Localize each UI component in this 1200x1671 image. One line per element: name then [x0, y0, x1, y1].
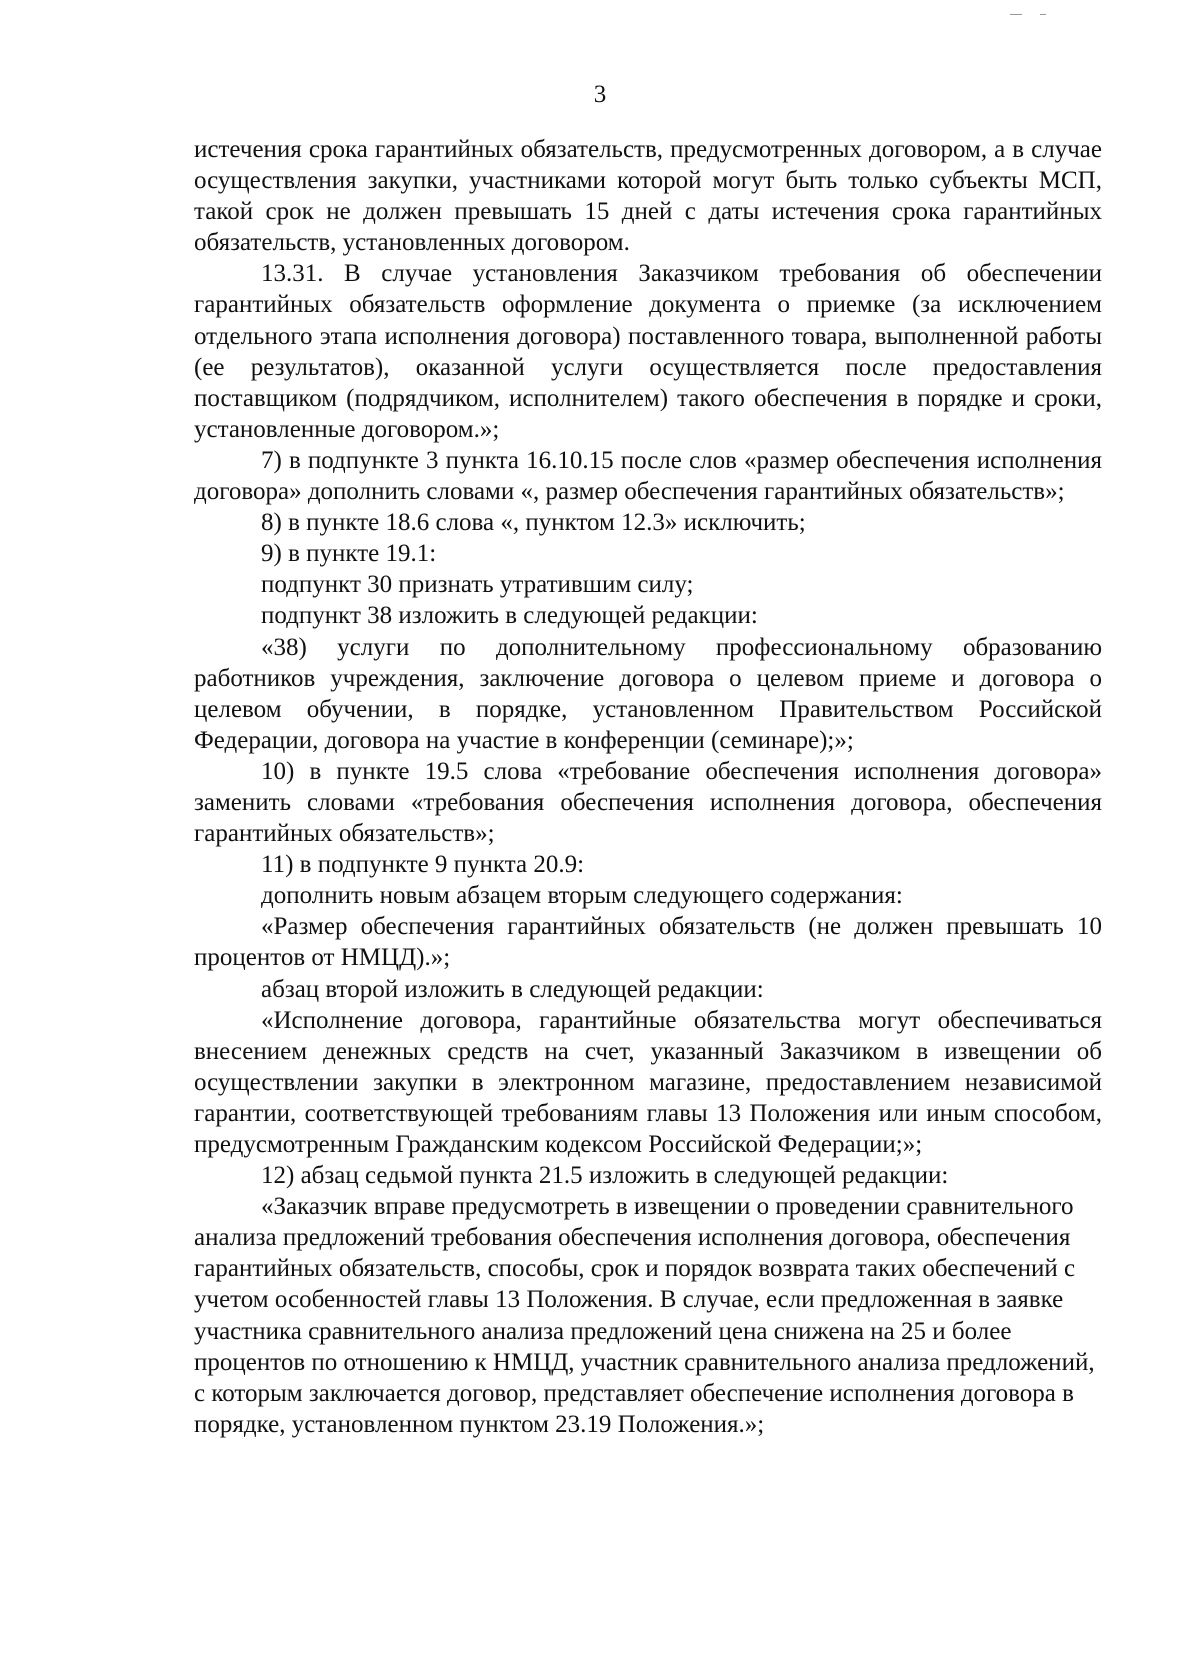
paragraph-subitem-38: подпункт 38 изложить в следующей редакции: — [261, 602, 758, 630]
paragraph-item-8: 8) в пункте 18.6 слова «, пунктом 12.3» исключить; — [261, 509, 806, 537]
paragraph-quote-customer: «Заказчик вправе предусмотреть в извещении о проведении сравнительного анализа предложений требования обеспечения исполнения договора, обеспечения гарантийных обязательств, способы, срок и порядок возврата таких обеспечений с учетом особенностей главы 13 Положения. В случае, если предложенная в заявке участника сравнительного анализа предложений цена снижена на 25 и более процентов по отношению к НМЦД, участник сравнительного анализа предложений, с которым заключается договор, представляет обеспечение исполнения договора в порядке, установленном пунктом 23.19 Положения.»; — [194, 1193, 1095, 1438]
paragraph-quote-38: «38) услуги по дополнительному профессиональному образованию работников учреждения, заключение договора о целевом приеме и договора о целевом обучении, в порядке, установленном Правительством Российской Федерации, договора на участие в конференции (семинаре);»; — [194, 633, 1102, 754]
paragraph-item-12: 12) абзац седьмой пункта 21.5 изложить в следующей редакции: — [261, 1162, 949, 1190]
scan-corner-mark — [1010, 6, 1054, 16]
page-number: 3 — [593, 81, 607, 108]
paragraph-continuation: истечения срока гарантийных обязательств, предусмотренных договором, а в случае осуществления закупки, участниками которой могут быть только субъекты МСП, такой срок не должен превышать 15 дней с даты истечения срока гарантийных обязательств, установленных договором. — [194, 136, 1102, 257]
document-body — [194, 134, 1102, 1440]
paragraph-item-9: 9) в пункте 19.1: — [261, 540, 437, 568]
paragraph-add-abzac: дополнить новым абзацем вторым следующего содержания: — [261, 882, 903, 910]
paragraph-quote-execution: «Исполнение договора, гарантийные обязательства могут обеспечиваться внесением денежных средств на счет, указанный Заказчиком в извещении об осуществлении закупки в электронном магазине, предоставлением независимой гарантии, соответствующей требованиям главы 13 Положения или иным способом, предусмотренным Гражданским кодексом Российской Федерации;»; — [194, 1006, 1102, 1158]
paragraph-item-11: 11) в подпункте 9 пункта 20.9: — [261, 851, 585, 879]
paragraph-subitem-30: подпункт 30 признать утратившим силу; — [261, 571, 694, 599]
paragraph-abzac-second: абзац второй изложить в следующей редакции: — [261, 975, 764, 1003]
paragraph-item-10: 10) в пункте 19.5 слова «требование обеспечения исполнения договора» заменить словами «требования обеспечения исполнения договора, обеспечения гарантийных обязательств»; — [194, 757, 1102, 848]
paragraph-13-31: 13.31. В случае установления Заказчиком требования об обеспечении гарантийных обязательств оформление документа о приемке (за исключением отдельного этапа исполнения договора) поставленного товара, выполненной работы (ее результатов), оказанной услуги осуществляется после предоставления поставщиком (подрядчиком, исполнителем) такого обеспечения в порядке и сроки, установленные договором.»; — [194, 260, 1102, 443]
paragraph-item-7: 7) в подпункте 3 пункта 16.10.15 после слов «размер обеспечения исполнения договора» дополнить словами «, размер обеспечения гарантийных обязательств»; — [194, 446, 1102, 506]
paragraph-quote-size: «Размер обеспечения гарантийных обязательств (не должен превышать 10 процентов от НМЦД).»; — [194, 913, 1102, 972]
